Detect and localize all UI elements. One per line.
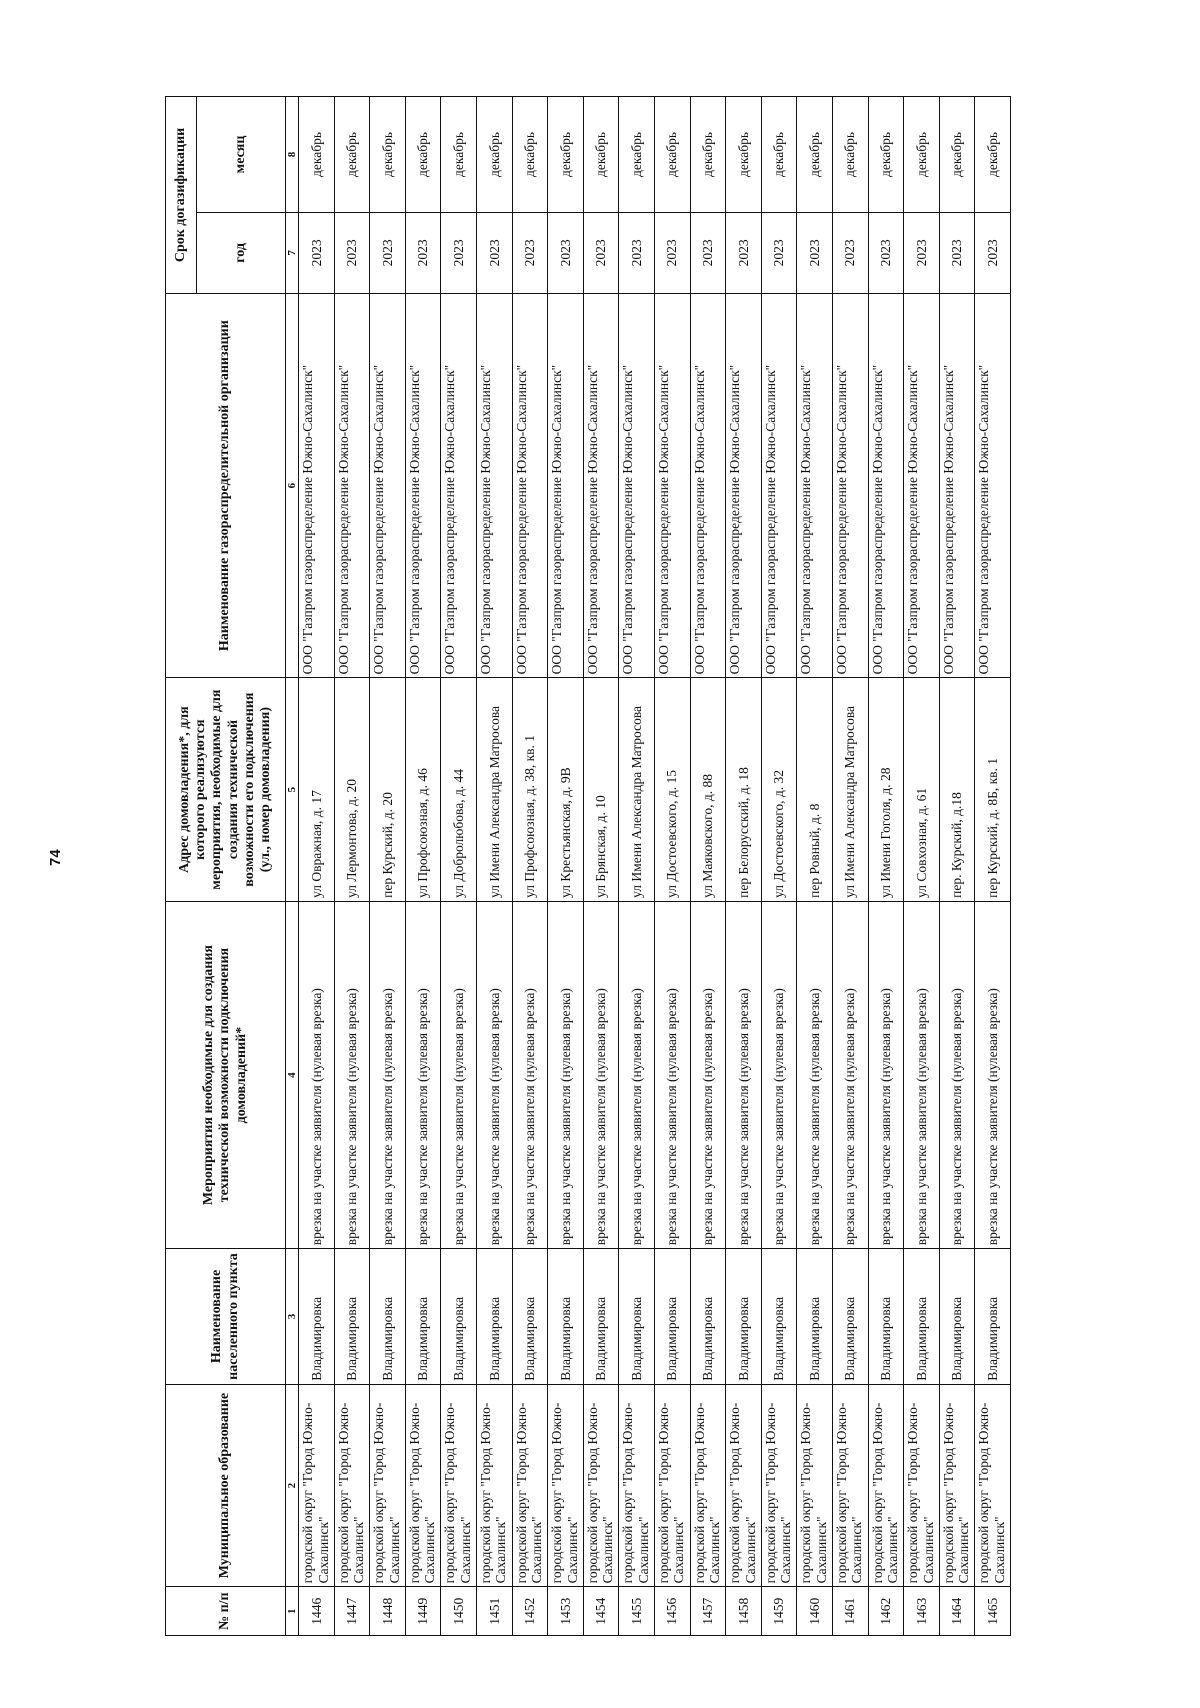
address-cell: пер Ровный, д. 8 — [797, 678, 833, 901]
row-number: 1459 — [761, 1587, 797, 1636]
locality-cell: Владимировка — [476, 1249, 512, 1384]
year-cell: 2023 — [797, 212, 833, 293]
table-row — [299, 97, 335, 1636]
municipality-cell: городской округ "Город Южно-Сахалинск" — [726, 1384, 762, 1587]
activity-cell: врезка на участке заявителя (нулевая врезка) — [619, 901, 655, 1248]
header-month: месяц — [197, 97, 286, 213]
locality-cell: Владимировка — [726, 1249, 762, 1384]
activity-cell: врезка на участке заявителя (нулевая врезка) — [975, 901, 1011, 1248]
table-body — [299, 97, 1011, 1636]
municipality-cell: городской округ "Город Южно-Сахалинск" — [476, 1384, 512, 1587]
municipality-cell: городской округ "Город Южно-Сахалинск" — [832, 1384, 868, 1587]
year-cell: 2023 — [512, 212, 548, 293]
municipality-cell: городской округ "Город Южно-Сахалинск" — [797, 1384, 833, 1587]
organization-cell: ООО "Газпром газораспределение Южно-Сахалинск" — [690, 293, 726, 677]
month-cell: декабрь — [405, 97, 441, 213]
row-number: 1454 — [583, 1587, 619, 1636]
column-number: 1 — [286, 1587, 299, 1636]
address-cell: пер. Курский, д.18 — [939, 678, 975, 901]
year-cell: 2023 — [939, 212, 975, 293]
activity-cell: врезка на участке заявителя (нулевая врезка) — [797, 901, 833, 1248]
activity-cell: врезка на участке заявителя (нулевая врезка) — [868, 901, 904, 1248]
organization-cell: ООО "Газпром газораспределение Южно-Сахалинск" — [334, 293, 370, 677]
year-cell: 2023 — [654, 212, 690, 293]
address-cell: ул Добролюбова, д. 44 — [441, 678, 477, 901]
month-cell: декабрь — [797, 97, 833, 213]
activity-cell: врезка на участке заявителя (нулевая врезка) — [405, 901, 441, 1248]
row-number: 1464 — [939, 1587, 975, 1636]
activity-cell: врезка на участке заявителя (нулевая врезка) — [690, 901, 726, 1248]
address-cell: пер Белорусский, д. 18 — [726, 678, 762, 901]
locality-cell: Владимировка — [370, 1249, 406, 1384]
year-cell: 2023 — [690, 212, 726, 293]
table-row — [441, 97, 477, 1636]
address-cell: ул Достоевского, д. 32 — [761, 678, 797, 901]
month-cell: декабрь — [512, 97, 548, 213]
column-number: 6 — [286, 293, 299, 677]
month-cell: декабрь — [868, 97, 904, 213]
year-cell: 2023 — [832, 212, 868, 293]
organization-cell: ООО "Газпром газораспределение Южно-Сахалинск" — [441, 293, 477, 677]
month-cell: декабрь — [832, 97, 868, 213]
municipality-cell: городской округ "Город Южно-Сахалинск" — [299, 1384, 335, 1587]
row-number: 1450 — [441, 1587, 477, 1636]
municipality-cell: городской округ "Город Южно-Сахалинск" — [939, 1384, 975, 1587]
month-cell: декабрь — [690, 97, 726, 213]
row-number: 1463 — [904, 1587, 940, 1636]
table-row — [868, 97, 904, 1636]
month-cell: декабрь — [975, 97, 1011, 213]
activity-cell: врезка на участке заявителя (нулевая врезка) — [832, 901, 868, 1248]
row-number: 1465 — [975, 1587, 1011, 1636]
column-number: 7 — [286, 212, 299, 293]
organization-cell: ООО "Газпром газораспределение Южно-Сахалинск" — [512, 293, 548, 677]
row-number: 1446 — [299, 1587, 335, 1636]
row-number: 1447 — [334, 1587, 370, 1636]
header-activity: Мероприятия необходимые для создания технической возможности подключения домовладений* — [166, 901, 286, 1248]
address-cell: ул Имени Александра Матросова — [619, 678, 655, 901]
locality-cell: Владимировка — [939, 1249, 975, 1384]
table-row — [654, 97, 690, 1636]
activity-cell: врезка на участке заявителя (нулевая врезка) — [583, 901, 619, 1248]
header-locality: Наименование населенного пункта — [166, 1249, 286, 1384]
table-row — [334, 97, 370, 1636]
municipality-cell: городской округ "Город Южно-Сахалинск" — [904, 1384, 940, 1587]
year-cell: 2023 — [441, 212, 477, 293]
municipality-cell: городской округ "Город Южно-Сахалинск" — [512, 1384, 548, 1587]
table-row — [512, 97, 548, 1636]
activity-cell: врезка на участке заявителя (нулевая врезка) — [512, 901, 548, 1248]
municipality-cell: городской округ "Город Южно-Сахалинск" — [619, 1384, 655, 1587]
row-number: 1457 — [690, 1587, 726, 1636]
locality-cell: Владимировка — [512, 1249, 548, 1384]
organization-cell: ООО "Газпром газораспределение Южно-Сахалинск" — [619, 293, 655, 677]
municipality-cell: городской округ "Город Южно-Сахалинск" — [405, 1384, 441, 1587]
municipality-cell: городской округ "Город Южно-Сахалинск" — [975, 1384, 1011, 1587]
row-number: 1462 — [868, 1587, 904, 1636]
organization-cell: ООО "Газпром газораспределение Южно-Сахалинск" — [476, 293, 512, 677]
organization-cell: ООО "Газпром газораспределение Южно-Сахалинск" — [797, 293, 833, 677]
year-cell: 2023 — [299, 212, 335, 293]
rotated-table-container — [47, 96, 1075, 1636]
locality-cell: Владимировка — [868, 1249, 904, 1384]
address-cell: ул Совхозная, д. 61 — [904, 678, 940, 901]
row-number: 1451 — [476, 1587, 512, 1636]
municipality-cell: городской округ "Город Южно-Сахалинск" — [548, 1384, 584, 1587]
year-cell: 2023 — [619, 212, 655, 293]
activity-cell: врезка на участке заявителя (нулевая врезка) — [904, 901, 940, 1248]
table-row — [548, 97, 584, 1636]
month-cell: декабрь — [441, 97, 477, 213]
table-row — [939, 97, 975, 1636]
activity-cell: врезка на участке заявителя (нулевая врезка) — [370, 901, 406, 1248]
activity-cell: врезка на участке заявителя (нулевая врезка) — [476, 901, 512, 1248]
table-row — [690, 97, 726, 1636]
locality-cell: Владимировка — [583, 1249, 619, 1384]
locality-cell: Владимировка — [299, 1249, 335, 1384]
address-cell: ул Профсоюзная, д. 46 — [405, 678, 441, 901]
year-cell: 2023 — [761, 212, 797, 293]
month-cell: декабрь — [761, 97, 797, 213]
activity-cell: врезка на участке заявителя (нулевая врезка) — [726, 901, 762, 1248]
row-number: 1452 — [512, 1587, 548, 1636]
locality-cell: Владимировка — [690, 1249, 726, 1384]
locality-cell: Владимировка — [441, 1249, 477, 1384]
year-cell: 2023 — [726, 212, 762, 293]
address-cell: ул Профсоюзная, д. 38, кв. 1 — [512, 678, 548, 901]
organization-cell: ООО "Газпром газораспределение Южно-Сахалинск" — [548, 293, 584, 677]
header-year: год — [197, 212, 286, 293]
locality-cell: Владимировка — [832, 1249, 868, 1384]
activity-cell: врезка на участке заявителя (нулевая врезка) — [548, 901, 584, 1248]
organization-cell: ООО "Газпром газораспределение Южно-Сахалинск" — [370, 293, 406, 677]
table-row — [797, 97, 833, 1636]
municipality-cell: городской округ "Город Южно-Сахалинск" — [370, 1384, 406, 1587]
address-cell: ул Овражная, д. 17 — [299, 678, 335, 901]
organization-cell: ООО "Газпром газораспределение Южно-Сахалинск" — [654, 293, 690, 677]
month-cell: декабрь — [726, 97, 762, 213]
table-row — [405, 97, 441, 1636]
address-cell: ул Имени Александра Матросова — [476, 678, 512, 901]
year-cell: 2023 — [904, 212, 940, 293]
header-row-top — [166, 97, 197, 1636]
table-row — [832, 97, 868, 1636]
gasification-table — [165, 96, 1011, 1636]
activity-cell: врезка на участке заявителя (нулевая врезка) — [334, 901, 370, 1248]
header-address: Адрес домовладения*, для которого реализуются мероприятия, необходимые для создания технической возможности его подключения (ул., номер домовладения) — [166, 678, 286, 901]
table-row — [476, 97, 512, 1636]
month-cell: декабрь — [939, 97, 975, 213]
year-cell: 2023 — [868, 212, 904, 293]
column-number-row — [286, 97, 299, 1636]
organization-cell: ООО "Газпром газораспределение Южно-Сахалинск" — [583, 293, 619, 677]
address-cell: пер Курский, д. 20 — [370, 678, 406, 901]
row-number: 1448 — [370, 1587, 406, 1636]
activity-cell: врезка на участке заявителя (нулевая врезка) — [939, 901, 975, 1248]
address-cell: ул Крестьянская, д. 9В — [548, 678, 584, 901]
locality-cell: Владимировка — [761, 1249, 797, 1384]
activity-cell: врезка на участке заявителя (нулевая врезка) — [299, 901, 335, 1248]
address-cell: ул Брянская, д. 10 — [583, 678, 619, 901]
locality-cell: Владимировка — [654, 1249, 690, 1384]
municipality-cell: городской округ "Город Южно-Сахалинск" — [654, 1384, 690, 1587]
municipality-cell: городской округ "Город Южно-Сахалинск" — [690, 1384, 726, 1587]
column-number: 5 — [286, 678, 299, 901]
header-deadline: Срок догазификации — [166, 97, 197, 294]
row-number: 1461 — [832, 1587, 868, 1636]
organization-cell: ООО "Газпром газораспределение Южно-Сахалинск" — [939, 293, 975, 677]
header-org: Наименование газораспределительной организации — [166, 293, 286, 677]
year-cell: 2023 — [370, 212, 406, 293]
month-cell: декабрь — [299, 97, 335, 213]
organization-cell: ООО "Газпром газораспределение Южно-Сахалинск" — [904, 293, 940, 677]
month-cell: декабрь — [654, 97, 690, 213]
municipality-cell: городской округ "Город Южно-Сахалинск" — [441, 1384, 477, 1587]
year-cell: 2023 — [548, 212, 584, 293]
table-row — [761, 97, 797, 1636]
address-cell: пер Курский, д. 8Б, кв. 1 — [975, 678, 1011, 901]
month-cell: декабрь — [370, 97, 406, 213]
municipality-cell: городской округ "Город Южно-Сахалинск" — [334, 1384, 370, 1587]
organization-cell: ООО "Газпром газораспределение Южно-Сахалинск" — [761, 293, 797, 677]
table-row — [370, 97, 406, 1636]
locality-cell: Владимировка — [975, 1249, 1011, 1384]
municipality-cell: городской округ "Город Южно-Сахалинск" — [761, 1384, 797, 1587]
municipality-cell: городской округ "Город Южно-Сахалинск" — [583, 1384, 619, 1587]
month-cell: декабрь — [904, 97, 940, 213]
month-cell: декабрь — [476, 97, 512, 213]
address-cell: ул Лермонтова, д. 20 — [334, 678, 370, 901]
municipality-cell: городской округ "Город Южно-Сахалинск" — [868, 1384, 904, 1587]
table-row — [975, 97, 1011, 1636]
address-cell: ул Маяковского, д. 88 — [690, 678, 726, 901]
locality-cell: Владимировка — [797, 1249, 833, 1384]
address-cell: ул Имени Александра Матросова — [832, 678, 868, 901]
page-number: 74 — [47, 849, 64, 866]
activity-cell: врезка на участке заявителя (нулевая врезка) — [654, 901, 690, 1248]
column-number: 8 — [286, 97, 299, 213]
column-number: 4 — [286, 901, 299, 1248]
locality-cell: Владимировка — [334, 1249, 370, 1384]
address-cell: ул Достоевского, д. 15 — [654, 678, 690, 901]
column-number: 2 — [286, 1384, 299, 1587]
month-cell: декабрь — [548, 97, 584, 213]
table-row — [583, 97, 619, 1636]
row-number: 1449 — [405, 1587, 441, 1636]
year-cell: 2023 — [405, 212, 441, 293]
locality-cell: Владимировка — [904, 1249, 940, 1384]
table-row — [619, 97, 655, 1636]
organization-cell: ООО "Газпром газораспределение Южно-Сахалинск" — [405, 293, 441, 677]
year-cell: 2023 — [975, 212, 1011, 293]
activity-cell: врезка на участке заявителя (нулевая врезка) — [441, 901, 477, 1248]
row-number: 1453 — [548, 1587, 584, 1636]
address-cell: ул Имени Гоголя, д. 28 — [868, 678, 904, 901]
table-row — [726, 97, 762, 1636]
month-cell: декабрь — [583, 97, 619, 213]
header-municipality: Муниципальное образование — [166, 1384, 286, 1587]
month-cell: декабрь — [334, 97, 370, 213]
row-number: 1455 — [619, 1587, 655, 1636]
locality-cell: Владимировка — [405, 1249, 441, 1384]
locality-cell: Владимировка — [619, 1249, 655, 1384]
organization-cell: ООО "Газпром газораспределение Южно-Сахалинск" — [975, 293, 1011, 677]
month-cell: декабрь — [619, 97, 655, 213]
organization-cell: ООО "Газпром газораспределение Южно-Сахалинск" — [726, 293, 762, 677]
column-number: 3 — [286, 1249, 299, 1384]
organization-cell: ООО "Газпром газораспределение Южно-Сахалинск" — [299, 293, 335, 677]
row-number: 1458 — [726, 1587, 762, 1636]
row-number: 1460 — [797, 1587, 833, 1636]
year-cell: 2023 — [476, 212, 512, 293]
header-id: № п/п — [166, 1587, 286, 1636]
table-row — [904, 97, 940, 1636]
organization-cell: ООО "Газпром газораспределение Южно-Сахалинск" — [868, 293, 904, 677]
year-cell: 2023 — [334, 212, 370, 293]
activity-cell: врезка на участке заявителя (нулевая врезка) — [761, 901, 797, 1248]
year-cell: 2023 — [583, 212, 619, 293]
row-number: 1456 — [654, 1587, 690, 1636]
locality-cell: Владимировка — [548, 1249, 584, 1384]
organization-cell: ООО "Газпром газораспределение Южно-Сахалинск" — [832, 293, 868, 677]
